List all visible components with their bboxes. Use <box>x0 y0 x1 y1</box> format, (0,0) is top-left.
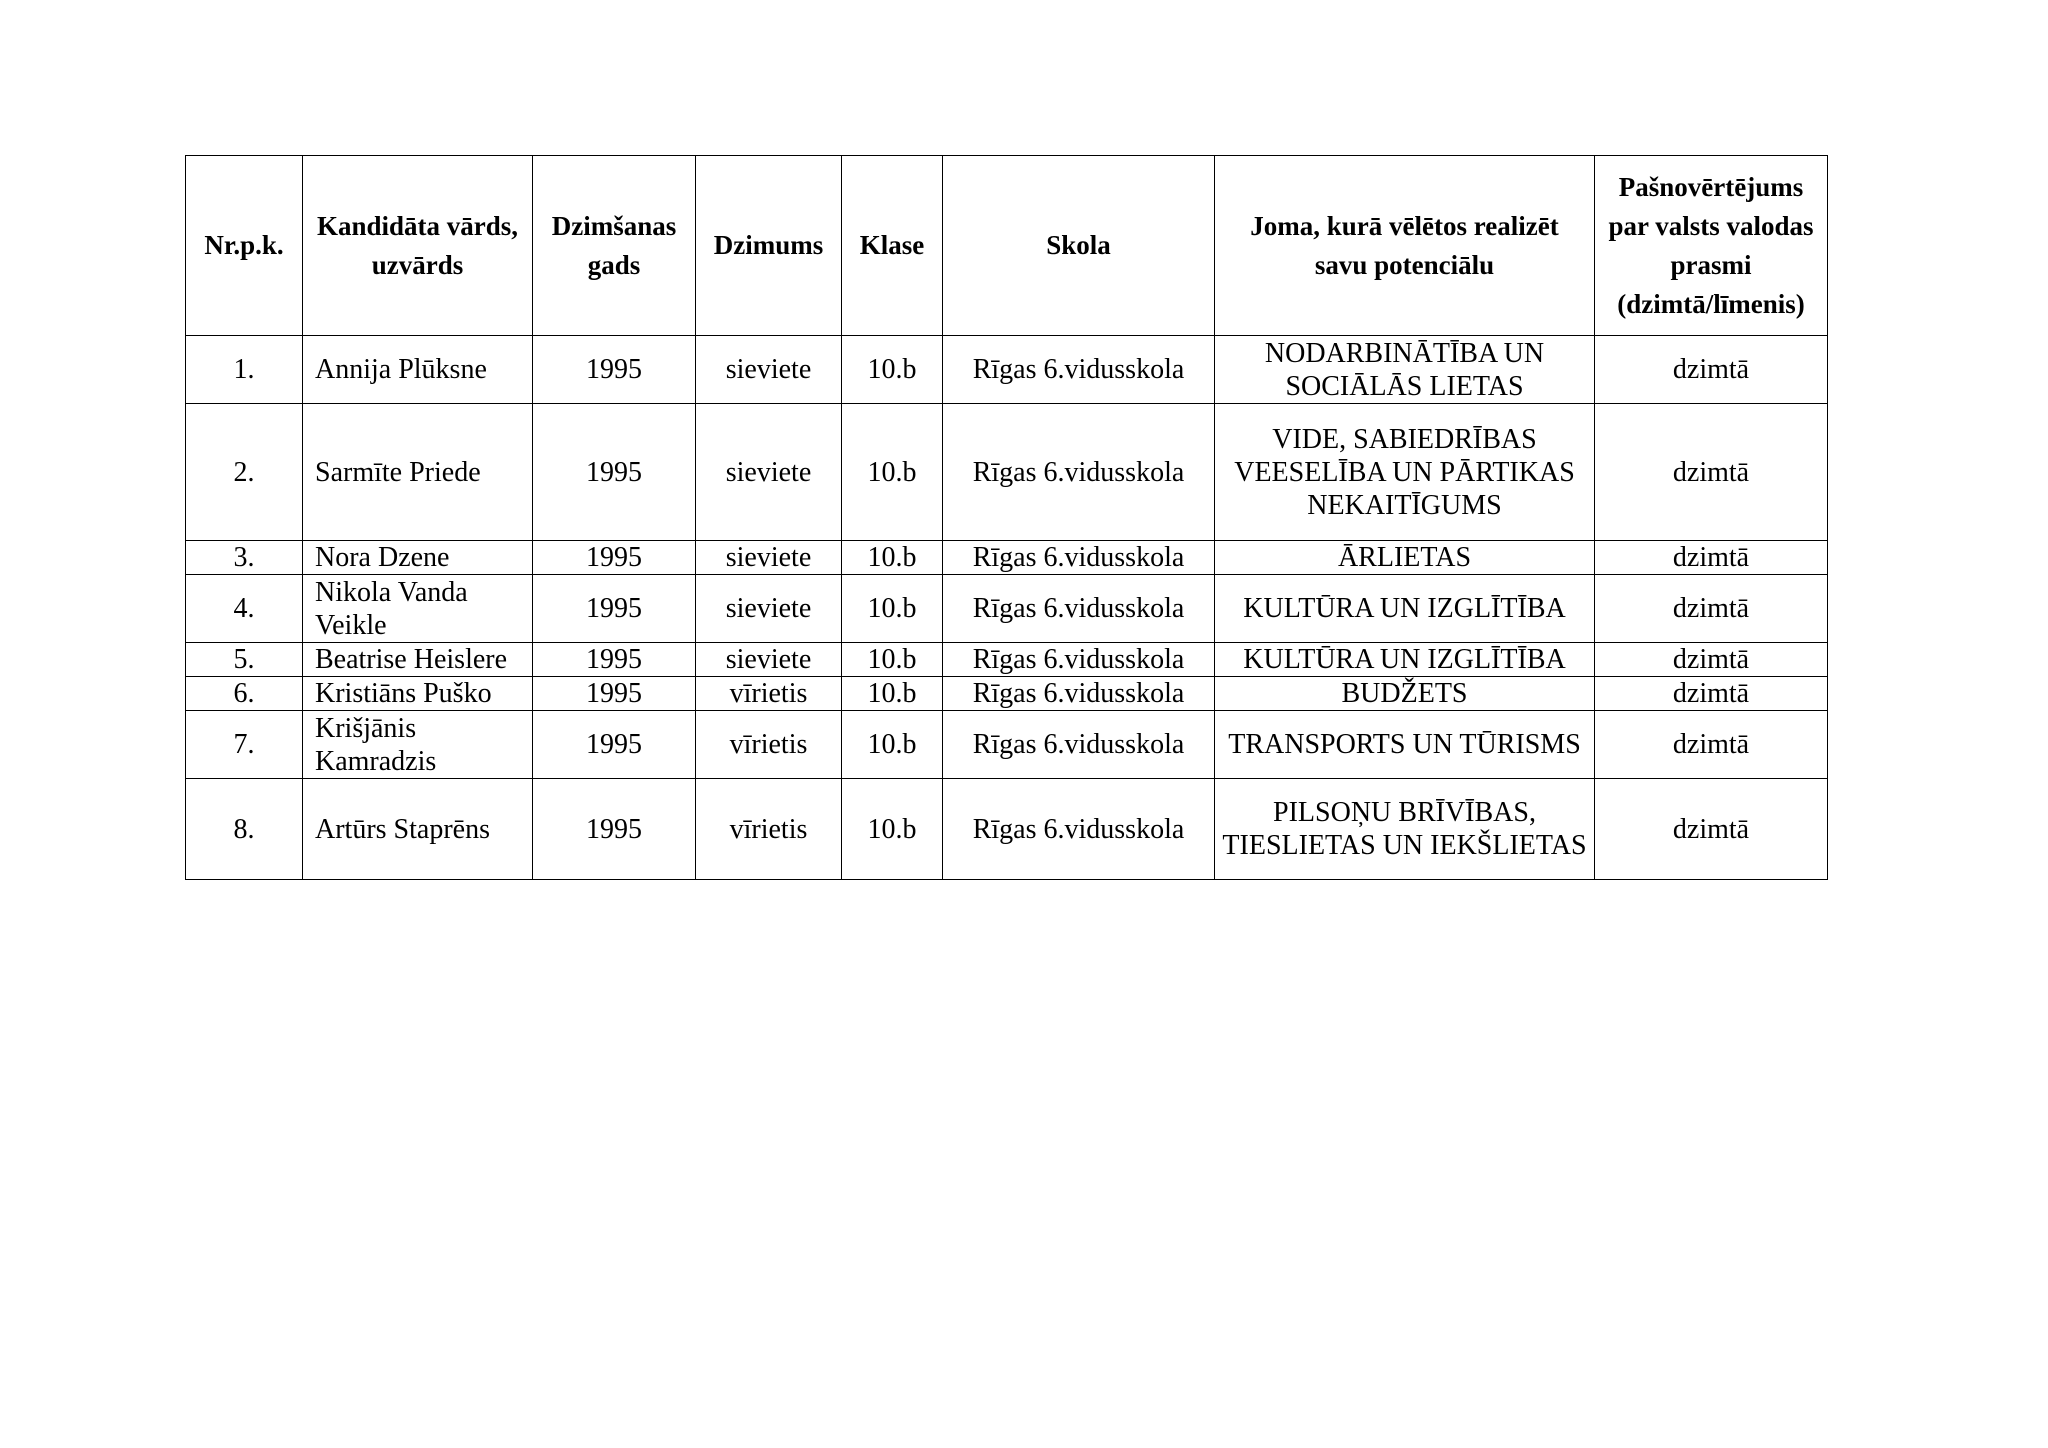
cell-gender: sieviete <box>696 404 842 541</box>
cell-gender: vīrietis <box>696 779 842 880</box>
cell-candidate-name: Krišjānis Kamradzis <box>303 711 533 779</box>
cell-gender: sieviete <box>696 541 842 575</box>
cell-candidate-name: Kristiāns Puško <box>303 677 533 711</box>
cell-field: KULTŪRA UN IZGLĪTĪBA <box>1215 643 1595 677</box>
header-birth-year: Dzimšanas gads <box>533 156 696 336</box>
cell-field: VIDE, SABIEDRĪBAS VEESELĪBA UN PĀRTIKAS NEKAITĪGUMS <box>1215 404 1595 541</box>
cell-language: dzimtā <box>1595 643 1828 677</box>
cell-school: Rīgas 6.vidusskola <box>943 336 1215 404</box>
table-row <box>186 575 1828 643</box>
cell-language: dzimtā <box>1595 336 1828 404</box>
cell-candidate-name: Nikola Vanda Veikle <box>303 575 533 643</box>
cell-candidate-name: Artūrs Staprēns <box>303 779 533 880</box>
cell-class: 10.b <box>842 643 943 677</box>
cell-school: Rīgas 6.vidusskola <box>943 677 1215 711</box>
cell-class: 10.b <box>842 711 943 779</box>
cell-gender: vīrietis <box>696 711 842 779</box>
cell-class: 10.b <box>842 677 943 711</box>
cell-school: Rīgas 6.vidusskola <box>943 404 1215 541</box>
table-row <box>186 779 1828 880</box>
cell-language: dzimtā <box>1595 711 1828 779</box>
cell-school: Rīgas 6.vidusskola <box>943 541 1215 575</box>
cell-number: 4. <box>186 575 303 643</box>
cell-birth-year: 1995 <box>533 336 696 404</box>
cell-number: 7. <box>186 711 303 779</box>
cell-field: ĀRLIETAS <box>1215 541 1595 575</box>
cell-candidate-name: Nora Dzene <box>303 541 533 575</box>
header-row <box>186 156 1828 336</box>
cell-school: Rīgas 6.vidusskola <box>943 575 1215 643</box>
cell-school: Rīgas 6.vidusskola <box>943 711 1215 779</box>
cell-field: BUDŽETS <box>1215 677 1595 711</box>
cell-gender: sieviete <box>696 336 842 404</box>
cell-school: Rīgas 6.vidusskola <box>943 643 1215 677</box>
cell-gender: vīrietis <box>696 677 842 711</box>
cell-candidate-name: Sarmīte Priede <box>303 404 533 541</box>
cell-field: KULTŪRA UN IZGLĪTĪBA <box>1215 575 1595 643</box>
header-candidate-name: Kandidāta vārds, uzvārds <box>303 156 533 336</box>
cell-number: 1. <box>186 336 303 404</box>
table-row <box>186 677 1828 711</box>
header-school: Skola <box>943 156 1215 336</box>
cell-gender: sieviete <box>696 575 842 643</box>
candidates-table <box>185 155 1828 880</box>
header-gender: Dzimums <box>696 156 842 336</box>
cell-number: 6. <box>186 677 303 711</box>
table-row <box>186 336 1828 404</box>
header-field: Joma, kurā vēlētos realizēt savu potenciālu <box>1215 156 1595 336</box>
cell-birth-year: 1995 <box>533 541 696 575</box>
cell-field: PILSOŅU BRĪVĪBAS, TIESLIETAS UN IEKŠLIETAS <box>1215 779 1595 880</box>
table-row <box>186 711 1828 779</box>
cell-candidate-name: Annija Plūksne <box>303 336 533 404</box>
header-language-self-assessment: Pašnovērtējums par valsts valodas prasmi (dzimtā/līmenis) <box>1595 156 1828 336</box>
header-class: Klase <box>842 156 943 336</box>
cell-birth-year: 1995 <box>533 677 696 711</box>
table-row <box>186 643 1828 677</box>
cell-field: NODARBINĀTĪBA UN SOCIĀLĀS LIETAS <box>1215 336 1595 404</box>
cell-birth-year: 1995 <box>533 575 696 643</box>
cell-language: dzimtā <box>1595 541 1828 575</box>
cell-language: dzimtā <box>1595 677 1828 711</box>
cell-class: 10.b <box>842 541 943 575</box>
cell-class: 10.b <box>842 404 943 541</box>
cell-number: 8. <box>186 779 303 880</box>
cell-number: 3. <box>186 541 303 575</box>
cell-language: dzimtā <box>1595 404 1828 541</box>
cell-gender: sieviete <box>696 643 842 677</box>
cell-number: 2. <box>186 404 303 541</box>
cell-field: TRANSPORTS UN TŪRISMS <box>1215 711 1595 779</box>
table-row <box>186 541 1828 575</box>
cell-school: Rīgas 6.vidusskola <box>943 779 1215 880</box>
table-row <box>186 404 1828 541</box>
cell-birth-year: 1995 <box>533 643 696 677</box>
cell-candidate-name: Beatrise Heislere <box>303 643 533 677</box>
cell-class: 10.b <box>842 336 943 404</box>
cell-class: 10.b <box>842 575 943 643</box>
cell-language: dzimtā <box>1595 779 1828 880</box>
cell-birth-year: 1995 <box>533 779 696 880</box>
header-number: Nr.p.k. <box>186 156 303 336</box>
cell-birth-year: 1995 <box>533 404 696 541</box>
cell-birth-year: 1995 <box>533 711 696 779</box>
cell-class: 10.b <box>842 779 943 880</box>
cell-language: dzimtā <box>1595 575 1828 643</box>
cell-number: 5. <box>186 643 303 677</box>
